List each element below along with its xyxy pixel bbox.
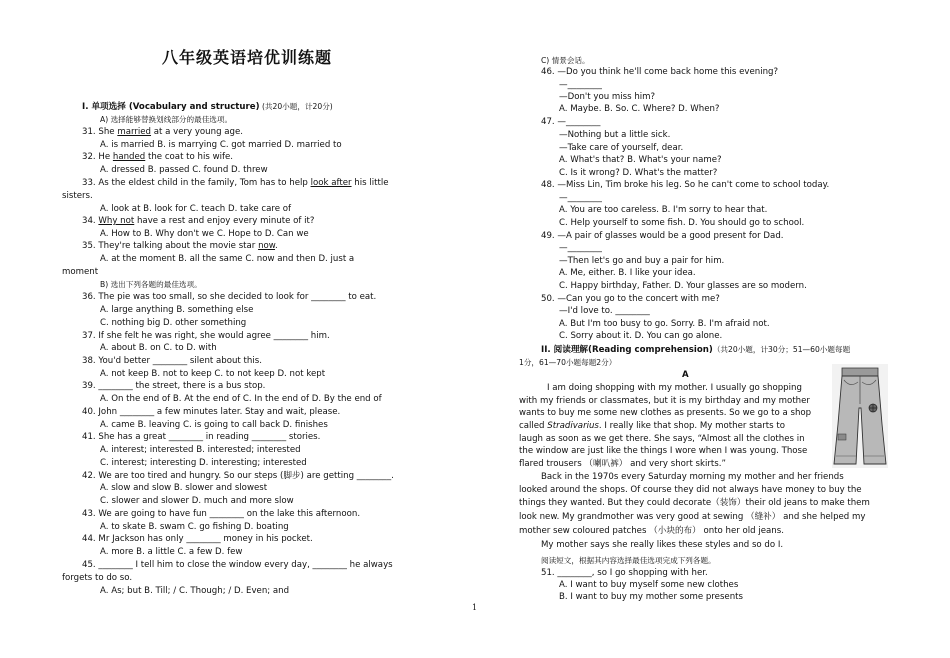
right-line-q48o1: A. You are too careless. B. I'm sorry to hear that. — [559, 205, 768, 215]
left-line-q41a: 41. She has a great ________ in reading ________ stories. — [82, 432, 321, 442]
left-line-q41o2: C. interest; interesting D. interesting; interested — [100, 458, 307, 468]
passage-line — [519, 421, 785, 432]
left-line-q44a: 44. Mr Jackson has only ________ money in his pocket. — [82, 534, 313, 544]
left-line-q45o: A. As; but B. Till; / C. Though; / D. Even; and — [100, 586, 290, 596]
right-line-q49a: 49. —A pair of glasses would be a good present for Dad. — [541, 231, 784, 241]
text-segment: 34. — [82, 216, 99, 226]
right-line-q49b: —________ — [559, 243, 602, 253]
underlined-phrase: look after — [310, 178, 352, 188]
shop-name: Stradivarius — [547, 421, 599, 431]
right-line-q46b: —________ — [559, 80, 602, 90]
underlined-phrase: Why not — [98, 216, 135, 226]
right-line-q47b: —Nothing but a little sick. — [559, 130, 671, 140]
right-line-q48b: —________ — [559, 193, 602, 203]
section1-heading-bold: I. 单项选择 (Vocabulary and structure) — [82, 102, 260, 112]
left-line-q35o: A. at the moment B. all the same C. now and then D. just a — [100, 254, 355, 264]
left-line-q41o1: A. interest; interested B. interested; interested — [100, 445, 301, 455]
right-line-q50b: —I'd love to. ________ — [559, 306, 650, 316]
question-51: 51. ________, so I go shopping with her. — [541, 568, 708, 578]
left-line-q42o1: A. slow and slow B. slower and slowest — [100, 483, 268, 493]
right-line-q48o2: C. Help yourself to some fish. D. You should go to school. — [559, 218, 805, 228]
left-line-q36a: 36. The pie was too small, so she decided to look for ________ to eat. — [82, 292, 377, 302]
text-segment: have a rest and enjoy every minute of it? — [134, 216, 315, 226]
text-segment: the coat to his wife. — [145, 152, 234, 162]
page-number: 1 — [472, 603, 478, 612]
left-line-q35b: moment — [62, 267, 99, 277]
passage-line: Back in the 1970s every Saturday morning my mother and her friends — [541, 472, 844, 482]
left-line-q39o: A. On the end of B. At the end of C. In the end of D. By the end of — [100, 394, 382, 404]
text-segment: 32. He — [82, 152, 113, 162]
section2-heading-note2: 1分，61—70小题每题2分） — [519, 358, 617, 367]
left-line-q43a: 43. We are going to have fun ________ on the lake this afternoon. — [82, 509, 361, 519]
left-line-q45a: 45. ________ I tell him to close the window every day, ________ he always — [82, 560, 393, 570]
left-line-q45b: forgets to do so. — [62, 573, 133, 583]
passage-line: things they wanted. But they could decorate（装饰）their old jeans to make them — [519, 498, 870, 508]
left-line-q31a — [82, 127, 243, 138]
left-line-q38o: A. not keep B. not to keep C. to not keep D. not kept — [100, 369, 326, 379]
page-title: 八年级英语培优训练题 — [162, 48, 333, 67]
left-line-q34o: A. How to B. Why don't we C. Hope to D. Can we — [100, 229, 309, 239]
left-line-q40a: 40. John ________ a few minutes later. Stay and wait, please. — [82, 407, 341, 417]
question-51-option-b: B. I want to buy my mother some presents — [559, 592, 744, 602]
text-segment: his little — [351, 178, 389, 188]
right-line-q50a: 50. —Can you go to the concert with me? — [541, 294, 720, 304]
left-line-q33a — [82, 178, 389, 189]
right-line-q46a: 46. —Do you think he'll come back home this evening? — [541, 67, 779, 77]
text-segment: called — [519, 421, 548, 431]
part-b-label: B) 选出下列各题的最佳选项。 — [100, 280, 202, 289]
section1-heading — [82, 101, 333, 113]
left-line-q33o: A. look at B. look for C. teach D. take care of — [100, 204, 292, 214]
right-line-q49c: —Then let's go and buy a pair for him. — [559, 256, 725, 266]
right-line-q50o1: A. But I'm too busy to go. Sorry. B. I'm afraid not. — [559, 319, 770, 329]
passage-line: wants to buy me some new clothes as presents. So we go to a shop — [519, 408, 812, 418]
section2-heading-note: （共20小题，计30分；51—60小题每题 — [712, 345, 851, 354]
text-segment: 35. They're talking about the movie star — [82, 241, 259, 251]
left-line-q32o: A. dressed B. passed C. found D. threw — [100, 165, 268, 175]
passage-line: the window are just like the things I wore when I was young. Those — [519, 446, 808, 456]
left-line-q44o: A. more B. a little C. a few D. few — [100, 547, 243, 557]
passage-line: looked around the shops. Of course they did not always have money to buy the — [519, 485, 862, 495]
right-line-q49o2: C. Happy birthday, Father. D. Your glasses are so modern. — [559, 281, 807, 291]
passage-line: laugh as soon as we get there. She says, “Almost all the clothes in — [519, 434, 805, 444]
left-line-q31o: A. is married B. is marrying C. got married D. married to — [100, 140, 342, 150]
passage-line: with my friends or classmates, but it is my birthday and my mother — [519, 396, 810, 406]
left-line-q32a — [82, 152, 233, 163]
right-line-q46o: A. Maybe. B. So. C. Where? D. When? — [559, 104, 720, 114]
text-segment: 31. She — [82, 127, 118, 137]
left-line-q43o: A. to skate B. swam C. go fishing D. boating — [100, 522, 289, 532]
passage-line: I am doing shopping with my mother. I usually go shopping — [547, 383, 802, 393]
text-segment: 33. As the eldest child in the family, Tom has to help — [82, 178, 311, 188]
left-line-q42o2: C. slower and slower D. much and more slow — [100, 496, 294, 506]
right-line-q47c: —Take care of yourself, dear. — [559, 143, 684, 153]
left-line-q34a — [82, 216, 315, 227]
passage-line: My mother says she really likes these styles and so do I. — [541, 540, 784, 550]
question-51-option-a: A. I want to buy myself some new clothes — [559, 580, 739, 590]
text-segment: . I really like that shop. My mother starts to — [598, 421, 785, 431]
right-line-q46c: —Don't you miss him? — [559, 92, 656, 102]
underlined-phrase: married — [117, 127, 152, 137]
passage-line: look new. My grandmother was very good at sewing （缝补） and she helped my — [519, 512, 866, 522]
right-line-q47o1: A. What's that? B. What's your name? — [559, 155, 722, 165]
right-line-q50o2: C. Sorry about it. D. You can go alone. — [559, 331, 723, 341]
left-line-q36o2: C. nothing big D. other something — [100, 318, 247, 328]
left-line-q40o: A. came B. leaving C. is going to call back D. finishes — [100, 420, 328, 430]
part-c-label: C) 情景会话。 — [541, 56, 590, 65]
section2-heading — [541, 344, 850, 356]
jeans-image — [832, 364, 888, 468]
section2-heading-bold: II. 阅读理解(Reading comprehension) — [541, 345, 713, 355]
reading-instruction: 阅读短文，根据其内容选择最佳选项完成下列各题。 — [541, 556, 716, 565]
left-line-q35a — [82, 241, 278, 252]
left-line-q37o: A. about B. on C. to D. with — [100, 343, 217, 353]
left-line-q33b: sisters. — [62, 191, 93, 201]
underlined-phrase: handed — [112, 152, 146, 162]
left-line-q37a: 37. If she felt he was right, she would agree ________ him. — [82, 331, 330, 341]
text-segment: at a very young age. — [151, 127, 243, 137]
right-line-q47a: 47. —________ — [541, 117, 601, 127]
part-a-label: A) 选择能够替换划线部分的最佳选项。 — [100, 115, 233, 124]
left-line-q42a: 42. We are too tired and hungry. So our steps (脚步) are getting ________. — [82, 471, 394, 481]
left-line-q36o1: A. large anything B. something else — [100, 305, 254, 315]
left-line-q39a: 39. ________ the street, there is a bus stop. — [82, 381, 266, 391]
right-line-q49o1: A. Me, either. B. I like your idea. — [559, 268, 696, 278]
passage-label: A — [682, 370, 689, 380]
section1-heading-note: (共20小题，计20分) — [259, 102, 333, 111]
left-line-q38a: 38. You'd better ________ silent about this. — [82, 356, 262, 366]
passage-line: mother sew coloured patches （小块的布） onto her old jeans. — [519, 526, 784, 536]
passage-line: flared trousers （喇叭裤） and very short skirts.” — [519, 459, 726, 469]
text-segment: . — [275, 241, 278, 251]
underlined-phrase: now — [258, 241, 276, 251]
right-line-q48a: 48. —Miss Lin, Tim broke his leg. So he can't come to school today. — [541, 180, 830, 190]
right-line-q47o2: C. Is it wrong? D. What's the matter? — [559, 168, 718, 178]
